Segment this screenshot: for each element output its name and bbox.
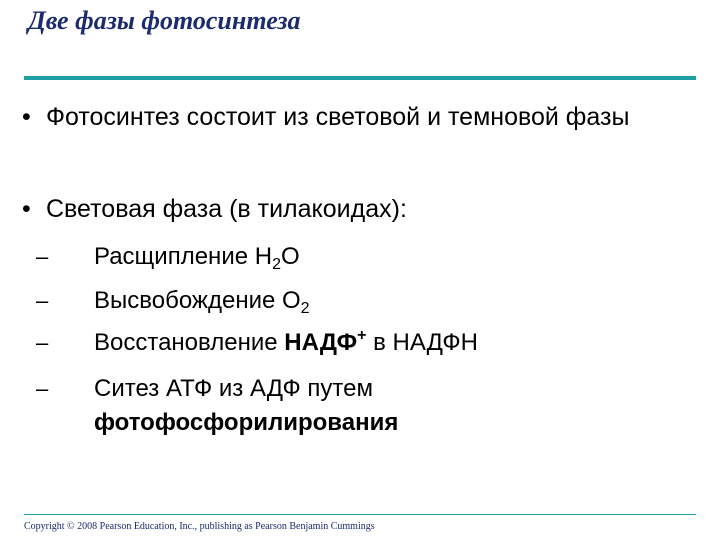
sub-marker: – — [36, 330, 49, 355]
title-divider — [24, 76, 696, 80]
copyright-footer: Copyright © 2008 Pearson Education, Inc., publishing as Pearson Benjamin Cummings — [24, 521, 375, 532]
sub-text-prefix: Высвобождение O — [94, 287, 301, 314]
sub-item — [36, 326, 478, 360]
sub-marker: – — [36, 288, 49, 313]
bullet-text: Световая фаза (в тилакоидах): — [46, 195, 407, 223]
subscript: 2 — [300, 300, 310, 317]
sub-text — [94, 372, 398, 440]
sub-item — [36, 240, 300, 274]
sub-text — [94, 284, 310, 318]
footer-divider — [24, 514, 696, 515]
sub-text-suffix: O — [280, 243, 300, 270]
bold-term: фотофосфорилирования — [94, 409, 399, 436]
bullet-text: Фотосинтез состоит из световой и темновой фазы — [46, 103, 630, 131]
sub-item — [36, 284, 310, 318]
subscript: 2 — [272, 256, 281, 273]
bullet-item — [22, 192, 706, 226]
sub-text-prefix: Ситез АТФ из АДФ путем — [94, 375, 373, 402]
sub-marker: – — [36, 244, 49, 269]
slide-title: Две фазы фотосинтеза — [28, 6, 301, 35]
sub-text-prefix: Восстановление — [94, 329, 285, 356]
bullet-item — [22, 100, 706, 134]
sub-text-prefix: Расщипление H — [94, 243, 273, 270]
sub-text — [94, 240, 300, 274]
bullet-marker: • — [22, 195, 31, 223]
sub-text — [94, 326, 478, 360]
bold-term: НАДФ — [284, 329, 358, 356]
superscript: + — [357, 327, 367, 344]
sub-marker: – — [36, 376, 49, 401]
bullet-marker: • — [22, 103, 31, 131]
sub-text-suffix: в НАДФН — [366, 329, 478, 356]
sub-item — [36, 372, 398, 440]
